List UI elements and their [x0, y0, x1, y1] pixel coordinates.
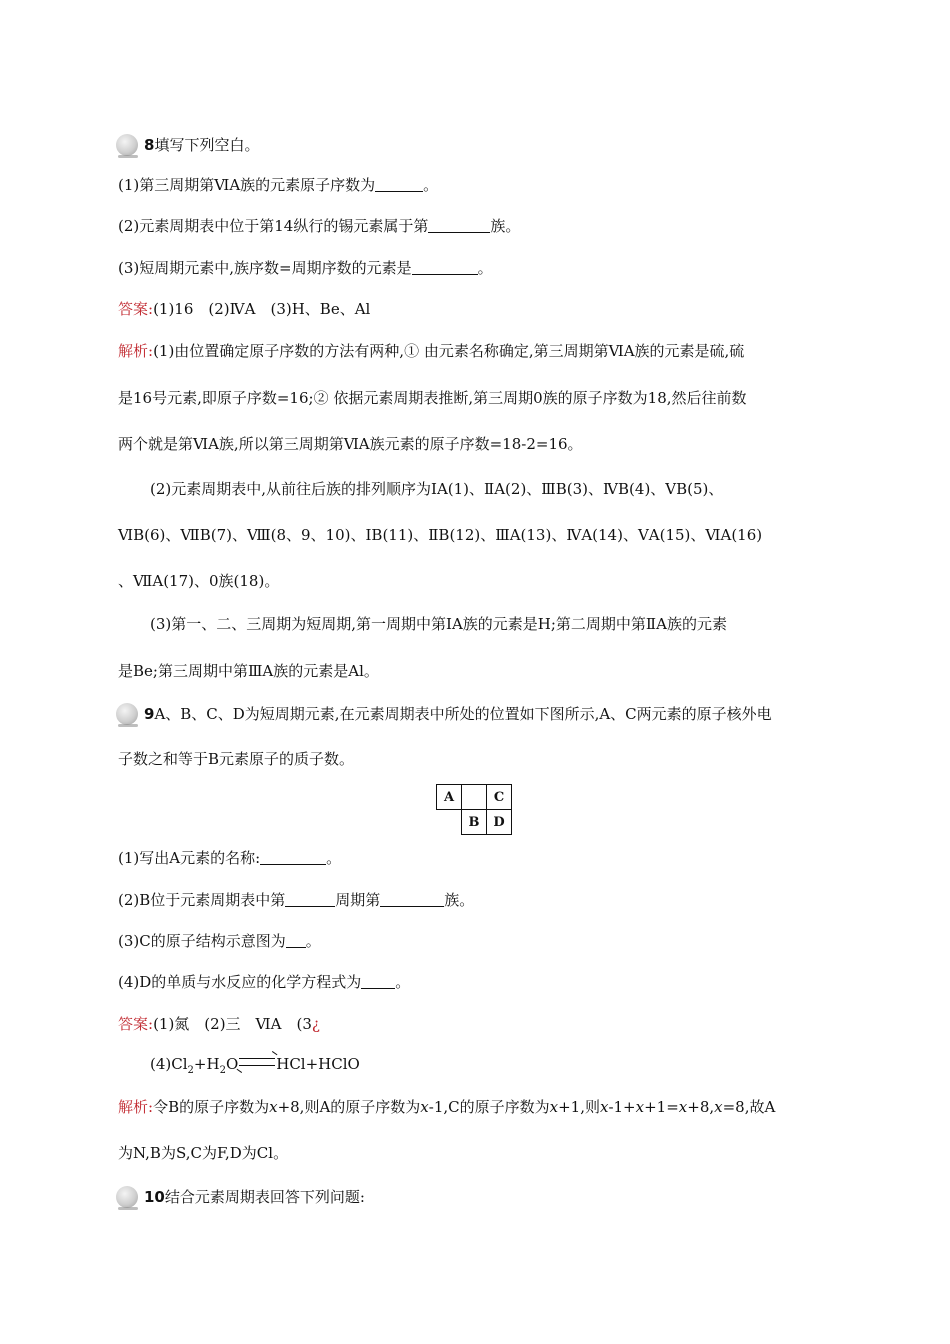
- eq-reactant-o: O: [225, 1055, 239, 1073]
- answer-blank: [412, 259, 478, 275]
- eq-reactant-cl: (4)Cl: [150, 1055, 188, 1073]
- answer-glyph: ¿: [311, 1015, 320, 1033]
- q9-part-1-text: (1)写出A元素的名称:: [118, 849, 261, 867]
- q8-analysis-line-8: 是Be;第三周期中第ⅢA族的元素是Al。: [118, 662, 379, 680]
- q8-answer: [118, 299, 370, 319]
- q9-answer: [118, 1014, 320, 1034]
- q9-part-2: [118, 890, 474, 910]
- q9-part-4-text: (4)D的单质与水反应的化学方程式为: [118, 973, 362, 991]
- eq-subscript: 2: [187, 1065, 194, 1076]
- question-number: 10: [144, 1188, 165, 1206]
- q9-title-line-2: 子数之和等于B元素原子的质子数。: [118, 750, 355, 768]
- analysis-text: -1+: [608, 1098, 636, 1116]
- question-bullet-icon: [116, 703, 138, 725]
- q9-part-2-mid: 周期第: [335, 891, 381, 909]
- variable-x: x: [549, 1098, 559, 1116]
- eq-reactant-h: +H: [193, 1055, 220, 1073]
- analysis-text: =8,故A: [722, 1098, 776, 1116]
- analysis-text: -1,C的原子序数为: [428, 1098, 550, 1116]
- q8-part-2: [118, 216, 520, 236]
- q8-part-3-end: 。: [477, 259, 493, 277]
- question-title: 结合元素周期表回答下列问题:: [164, 1188, 365, 1206]
- q8-analysis-line-3: 两个就是第ⅥA族,所以第三周期第ⅥA族元素的原子序数=18-2=16。: [118, 435, 583, 453]
- answer-text: (1)16 (2)ⅣA (3)H、Be、Al: [153, 300, 371, 318]
- grid-cell-a: A: [436, 784, 462, 810]
- q9-part-1-end: 。: [326, 849, 342, 867]
- analysis-label: 解析:: [118, 342, 154, 360]
- q8-part-2-text: (2)元素周期表中位于第14纵行的锡元素属于第: [118, 217, 429, 235]
- q9-analysis-line-2: 为N,B为S,C为F,D为Cl。: [118, 1144, 289, 1162]
- grid-cell-empty: [461, 784, 487, 810]
- q8-analysis-line-2: 是16号元素,即原子序数=16;② 依据元素周期表推断,第三周期0族的原子序数为18,然后往前数: [118, 389, 747, 407]
- question-number: 9: [144, 705, 155, 723]
- q9-part-3-end: 。: [305, 932, 321, 950]
- grid-cell-b: B: [461, 809, 487, 835]
- answer-blank: [428, 217, 490, 233]
- q8-part-2-end: 族。: [490, 217, 521, 235]
- question-title: A、B、C、D为短周期元素,在元素周期表中所处的位置如下图所示,A、C两元素的原子核外电: [154, 705, 772, 723]
- answer-blank: [361, 973, 395, 989]
- variable-x: x: [269, 1098, 278, 1116]
- question-bullet-icon: [116, 134, 138, 156]
- q8-analysis-line-4: (2)元素周期表中,从前往后族的排列顺序为ⅠA(1)、ⅡA(2)、ⅢB(3)、ⅣB(4)、ⅤB(5)、: [150, 480, 724, 498]
- q8-analysis-line-7: (3)第一、二、三周期为短周期,第一周期中第ⅠA族的元素是H;第二周期中第ⅡA族的元素: [150, 615, 727, 633]
- q9-answer-equation: [150, 1054, 360, 1081]
- q9-analysis-line-1: [118, 1097, 775, 1117]
- analysis-text: +1,则: [558, 1098, 600, 1116]
- answer-blank: [375, 176, 423, 192]
- q8-part-3: [118, 258, 493, 278]
- q9-part-4: [118, 972, 410, 992]
- q8-part-1: [118, 175, 438, 195]
- equilibrium-arrow-icon: [239, 1058, 275, 1066]
- analysis-text: +8,: [687, 1098, 715, 1116]
- q8-analysis-line-5: ⅥB(6)、ⅦB(7)、Ⅷ(8、9、10)、ⅠB(11)、ⅡB(12)、ⅢA(13)、ⅣA(14)、ⅤA(15)、ⅥA(16): [118, 526, 763, 544]
- variable-x: x: [420, 1098, 429, 1116]
- q9-part-2-end: 族。: [444, 891, 475, 909]
- answer-blank: [380, 891, 444, 907]
- q8-analysis-line-1: [118, 341, 744, 361]
- variable-x: x: [599, 1098, 609, 1116]
- q8-part-3-text: (3)短周期元素中,族序数=周期序数的元素是: [118, 259, 412, 277]
- q8-analysis-line-6: 、ⅦA(17)、0族(18)。: [118, 572, 280, 590]
- answer-label: 答案:: [118, 300, 154, 318]
- question-10-header: [116, 1186, 365, 1208]
- q9-part-4-end: 。: [395, 973, 411, 991]
- question-9-header: [116, 703, 772, 725]
- answer-blank: [285, 891, 335, 907]
- question-8-header: [116, 134, 259, 156]
- analysis-text: 令B的原子序数为: [153, 1098, 270, 1116]
- q9-part-3-text: (3)C的原子结构示意图为: [118, 932, 286, 950]
- question-bullet-icon: [116, 1186, 138, 1208]
- eq-subscript: 2: [219, 1065, 226, 1076]
- q9-part-3: [118, 931, 321, 951]
- grid-cell-d: D: [486, 809, 512, 835]
- q8-part-1-text: (1)第三周期第ⅥA族的元素原子序数为: [118, 176, 376, 194]
- answer-blank: [286, 932, 306, 948]
- analysis-label: 解析:: [118, 1098, 154, 1116]
- question-number: 8: [144, 136, 155, 154]
- variable-x: x: [714, 1098, 723, 1116]
- analysis-text: +1=: [644, 1098, 679, 1116]
- answer-label: 答案:: [118, 1015, 154, 1033]
- analysis-text: (1)由位置确定原子序数的方法有两种,① 由元素名称确定,第三周期第ⅥA族的元素是硫,硫: [153, 342, 745, 360]
- analysis-text: +8,则A的原子序数为: [277, 1098, 421, 1116]
- periodic-position-grid: [436, 784, 516, 837]
- grid-cell-c: C: [486, 784, 512, 810]
- variable-x: x: [635, 1098, 645, 1116]
- answer-blank: [260, 849, 326, 865]
- q9-part-2-text: (2)B位于元素周期表中第: [118, 891, 286, 909]
- q9-part-1: [118, 848, 341, 868]
- variable-x: x: [678, 1098, 688, 1116]
- q8-part-1-end: 。: [423, 176, 439, 194]
- question-title: 填写下列空白。: [154, 136, 260, 154]
- answer-text: (1)氮 (2)三 ⅥA (3: [153, 1015, 312, 1033]
- eq-products: HCl+HClO: [276, 1055, 360, 1073]
